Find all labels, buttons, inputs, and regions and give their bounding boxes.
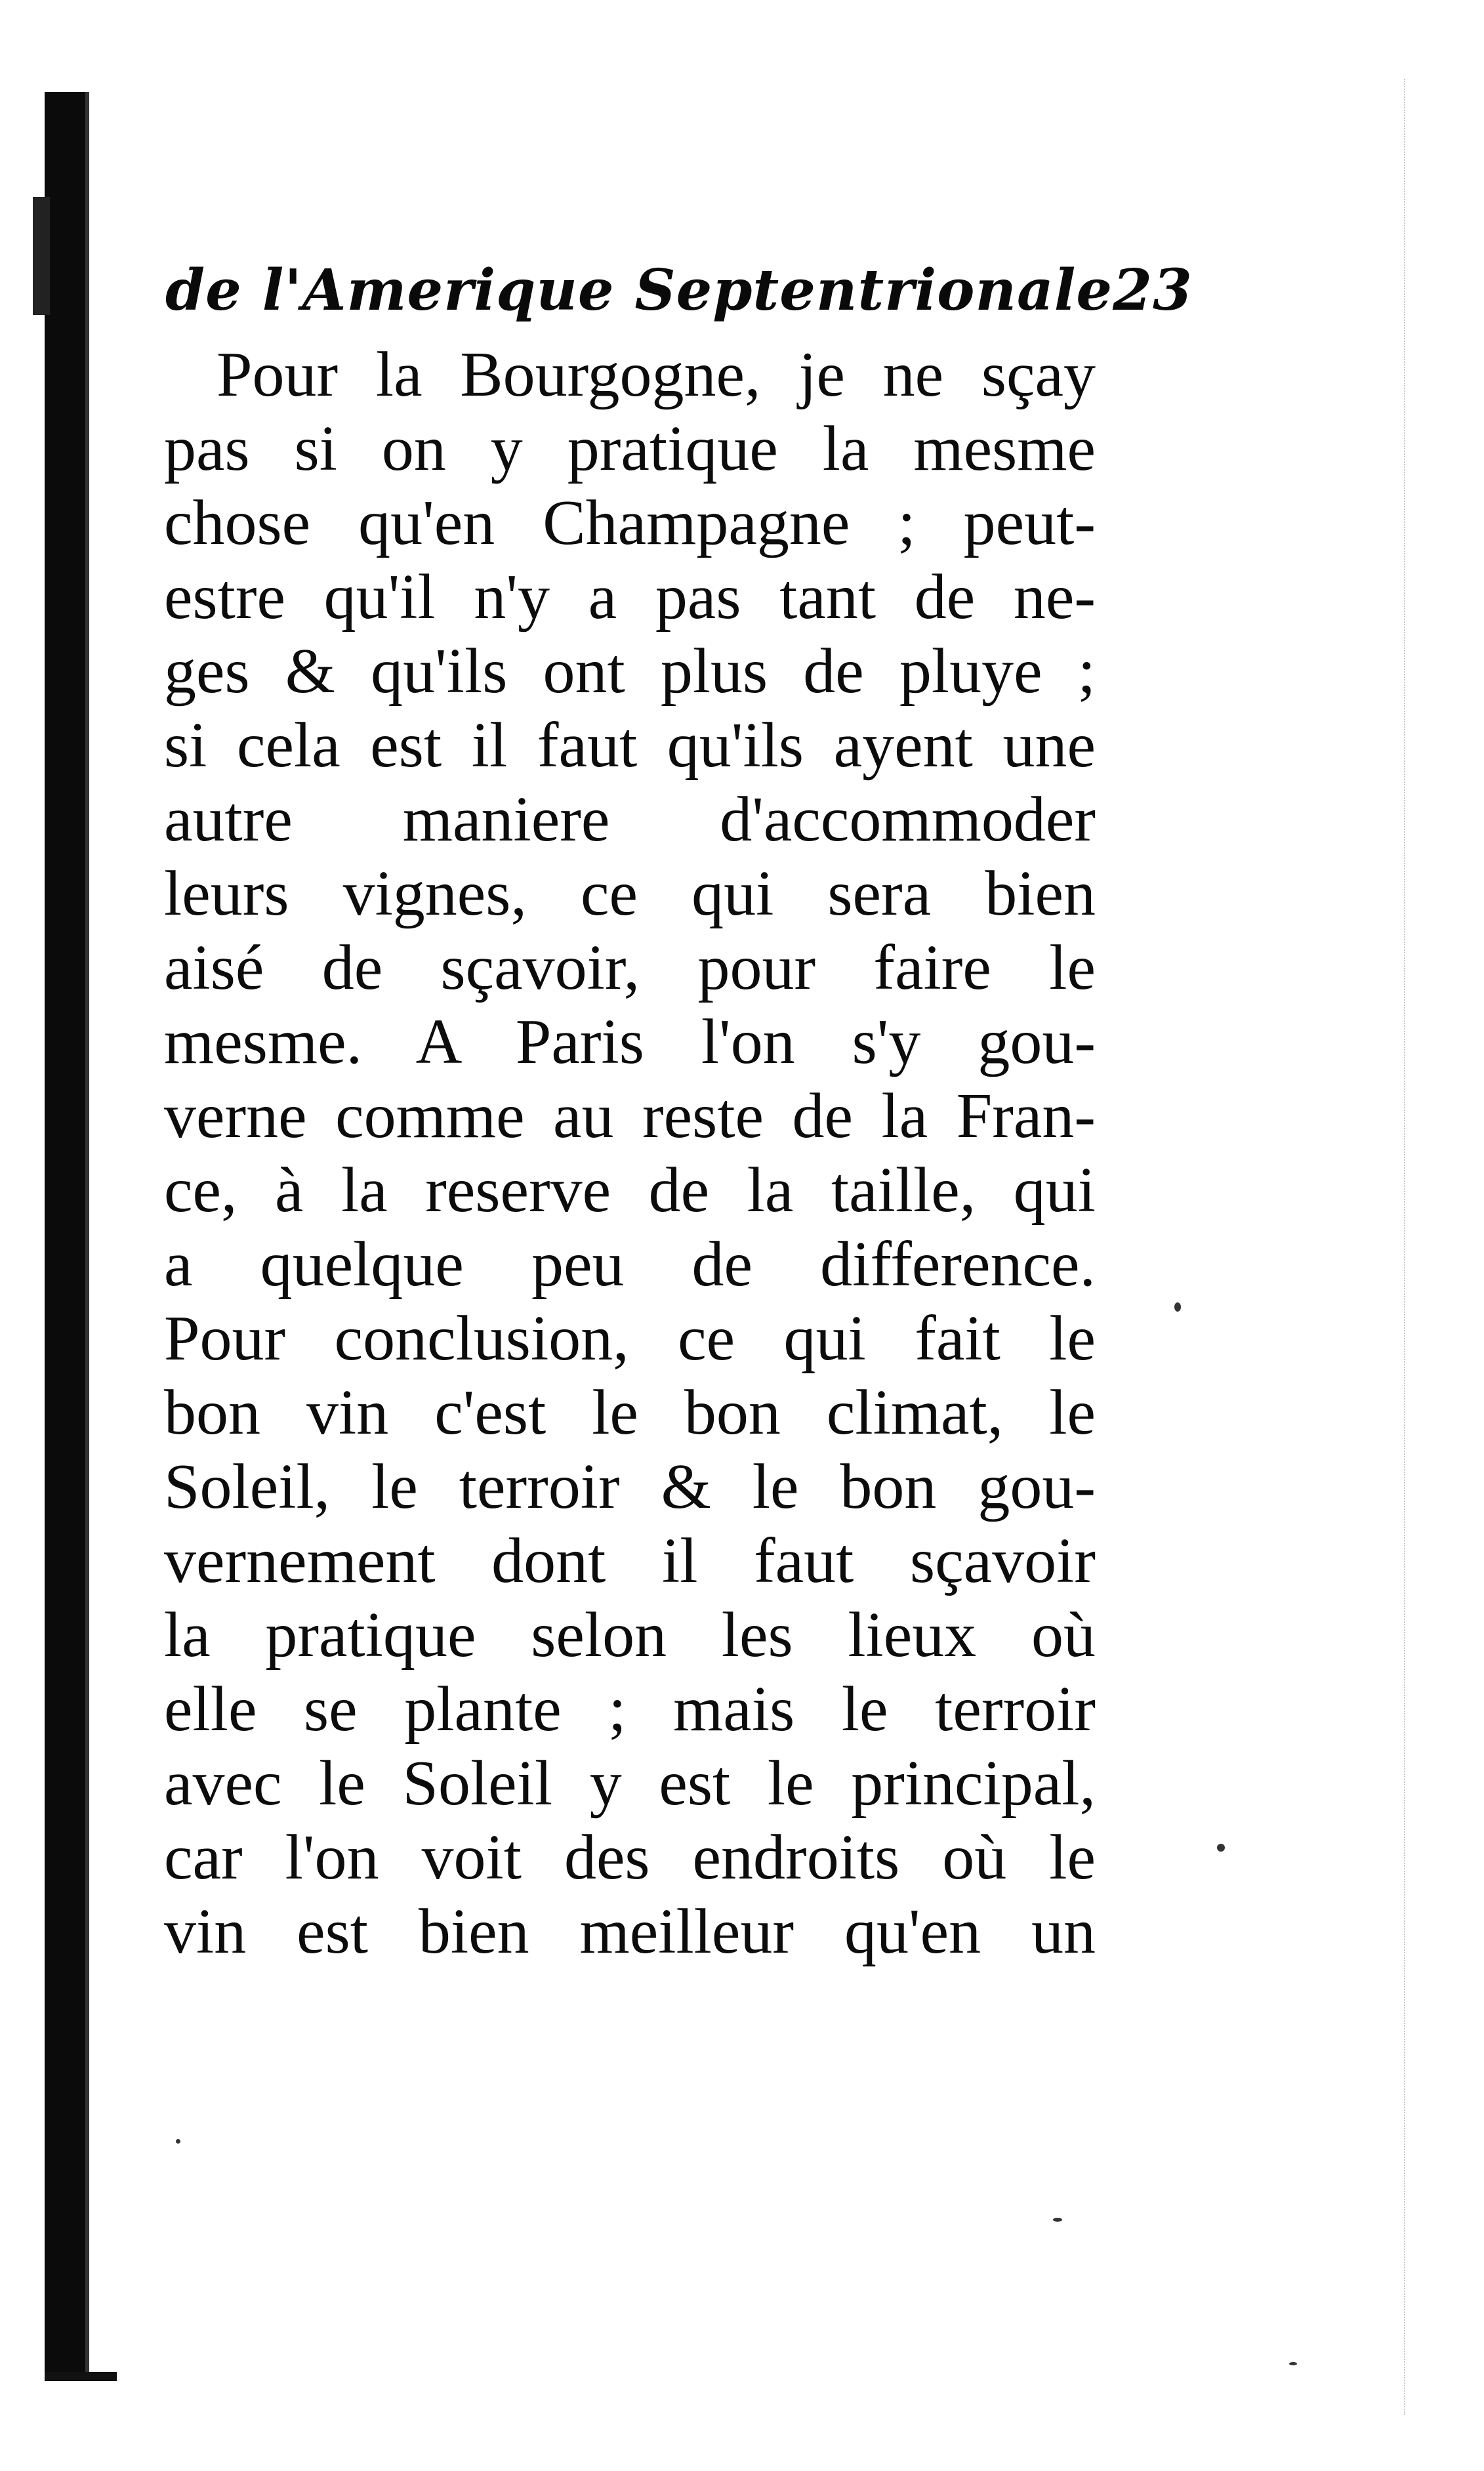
text-line: Pour conclusion, ce qui fait le: [164, 1303, 1096, 1374]
text-line: bon vin c'est le bon climat, le: [164, 1377, 1096, 1448]
text-line: verne comme au reste de la Fran-: [164, 1081, 1096, 1152]
body-text: [164, 338, 1096, 1969]
text-line: la pratique selon les lieux où: [164, 1600, 1096, 1671]
text-line: si cela est il faut qu'ils ayent une: [164, 710, 1096, 781]
text-line: Soleil, le terroir & le bon gou-: [164, 1451, 1096, 1522]
text-line: vin est bien meilleur qu'en un: [164, 1896, 1096, 1967]
page-number: 23: [1113, 257, 1193, 323]
binding-edge: [45, 92, 89, 2375]
text-line: avec le Soleil y est le principal,: [164, 1748, 1096, 1819]
binding-foot: [45, 2372, 117, 2381]
text-line: ges & qu'ils ont plus de pluye ;: [164, 636, 1096, 707]
running-head: [165, 257, 1193, 323]
running-head-title: de l'Amerique Septentrionale: [165, 257, 1113, 323]
text-line: vernement dont il faut sçavoir: [164, 1526, 1096, 1596]
text-line: ce, à la reserve de la taille, qui: [164, 1155, 1096, 1226]
ink-speck: [1174, 1302, 1181, 1312]
ink-speck: [1217, 1844, 1225, 1852]
text-line: pas si on y pratique la mesme: [164, 413, 1096, 484]
text-line: a quelque peu de difference.: [164, 1229, 1096, 1300]
ink-speck: [1289, 2362, 1297, 2365]
text-line: mesme. A Paris l'on s'y gou-: [164, 1007, 1096, 1077]
text-line: elle se plante ; mais le terroir: [164, 1674, 1096, 1745]
page-edge: [1403, 79, 1405, 2415]
text-line: estre qu'il n'y a pas tant de ne-: [164, 562, 1096, 633]
ink-speck: [1053, 2218, 1062, 2222]
text-line: car l'on voit des endroits où le: [164, 1822, 1096, 1893]
text-line: aisé de sçavoir, pour faire le: [164, 932, 1096, 1003]
text-line: chose qu'en Champagne ; peut-: [164, 488, 1096, 558]
ink-speck: [176, 2139, 180, 2144]
text-line: autre maniere d'accommoder: [164, 784, 1096, 855]
text-line: leurs vignes, ce qui sera bien: [164, 858, 1096, 929]
text-line: Pour la Bourgogne, je ne sçay: [216, 339, 1096, 410]
binding-notch: [33, 197, 50, 315]
